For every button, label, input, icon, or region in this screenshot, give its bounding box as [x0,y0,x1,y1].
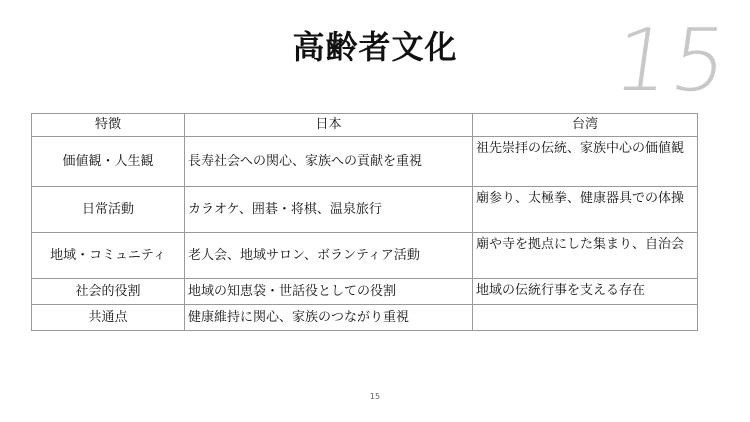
table-cell-japan: 健康維持に関心、家族のつながり重視 [185,305,473,331]
table-row [32,233,698,279]
table-cell-feature: 価値観・人生観 [32,137,185,187]
table-cell-feature: 社会的役割 [32,279,185,305]
table-row [32,305,698,331]
comparison-table [31,113,698,331]
header-taiwan: 台湾 [473,114,698,137]
table-cell-japan: カラオケ、囲碁・将棋、温泉旅行 [185,187,473,233]
table-cell-taiwan: 地域の伝統行事を支える存在 [473,279,698,305]
table-cell-taiwan: 廟や寺を拠点にした集まり、自治会 [473,233,698,279]
slide-title: 高齢者文化 [292,28,458,66]
table-cell-taiwan: 祖先崇拝の伝統、家族中心の価値観 [473,137,698,187]
header-feature: 特徴 [32,114,185,137]
table-row [32,187,698,233]
header-japan: 日本 [185,114,473,137]
table-row [32,279,698,305]
table-cell-feature: 地域・コミュニティ [32,233,185,279]
table-header-row [32,114,698,137]
table-cell-japan: 地域の知恵袋・世話役としての役割 [185,279,473,305]
table-cell-japan: 老人会、地域サロン、ボランティア活動 [185,233,473,279]
table-cell-feature: 共通点 [32,305,185,331]
table-cell-japan: 長寿社会への関心、家族への貢献を重視 [185,137,473,187]
table-cell-taiwan [473,305,698,331]
page-number: 15 [369,392,381,401]
table-row [32,137,698,187]
table-cell-feature: 日常活動 [32,187,185,233]
table-cell-taiwan: 廟参り、太極拳、健康器具での体操 [473,187,698,233]
slide-number-decoration: 15 [607,11,736,111]
